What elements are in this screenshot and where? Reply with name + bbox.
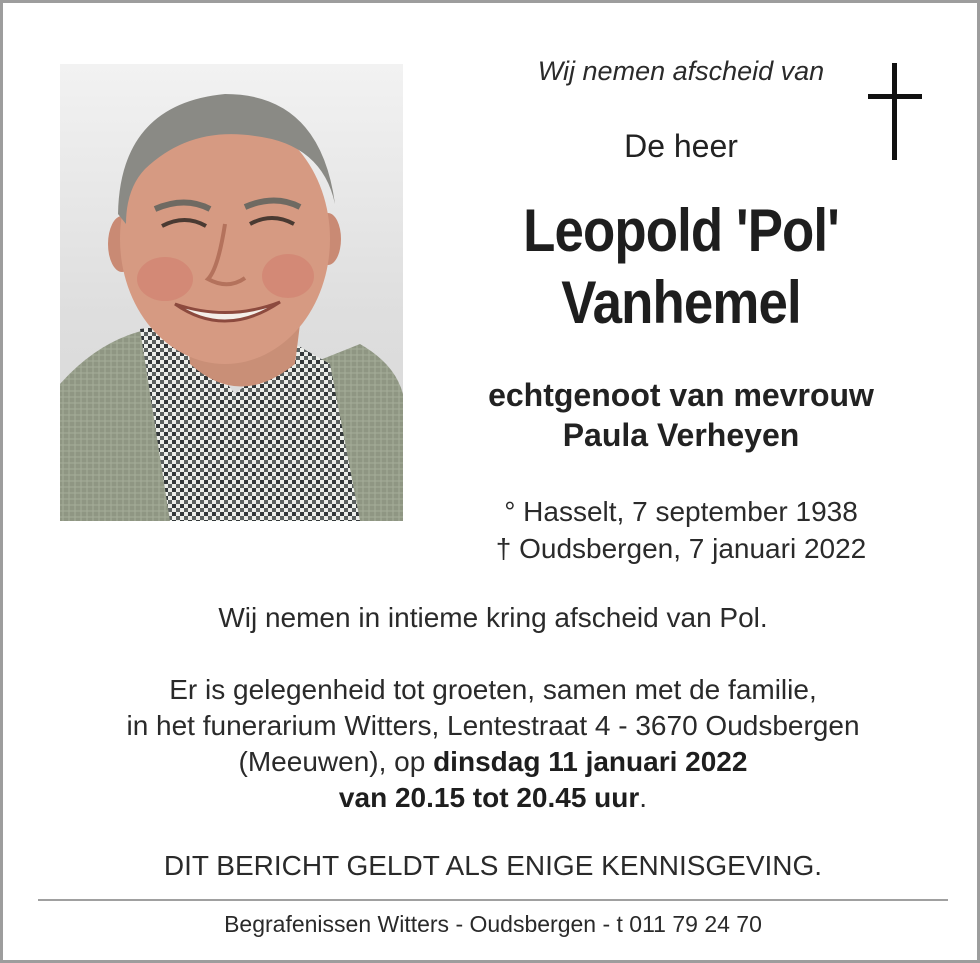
visitation-suffix: . [639, 782, 648, 813]
paragraph-intimate: Wij nemen in intieme kring afscheid van Pol. [218, 602, 768, 633]
life-dates [423, 493, 939, 567]
spouse-line-1: echtgenoot van mevrouw [488, 377, 874, 413]
visitation-line-2: in het funerarium Witters, Lentestraat 4 - 3670 Oudsbergen [126, 710, 860, 741]
spouse-line-2: Paula Verheyen [562, 417, 800, 453]
official-notice: DIT BERICHT GELDT ALS ENIGE KENNISGEVING. [163, 850, 823, 881]
portrait-photo [60, 64, 403, 521]
visitation-line-3 [23, 744, 963, 780]
honorific: De heer [624, 128, 738, 164]
visitation-time: van 20.15 tot 20.45 uur [338, 782, 640, 813]
birth-date: ° Hasselt, 7 september 1938 [504, 496, 858, 527]
visitation-line-1: Er is gelegenheid tot groeten, samen met de familie, [169, 674, 817, 705]
paragraph-visitation [23, 672, 963, 816]
intro-text: Wij nemen afscheid van [537, 56, 825, 86]
spouse-info [423, 375, 939, 455]
name-line-first: Leopold 'Pol' [523, 197, 839, 264]
death-date: † Oudsbergen, 7 januari 2022 [495, 533, 867, 564]
visitation-prefix: (Meeuwen), op [238, 746, 434, 777]
name-line-last: Vanhemel [561, 269, 801, 336]
footer-divider [38, 899, 948, 901]
funeral-home-footer: Begrafenissen Witters - Oudsbergen - t 011 79 24 70 [224, 911, 762, 937]
visitation-date: dinsdag 11 januari 2022 [433, 746, 748, 777]
visitation-line-4 [23, 780, 963, 816]
deceased-name [454, 195, 908, 339]
